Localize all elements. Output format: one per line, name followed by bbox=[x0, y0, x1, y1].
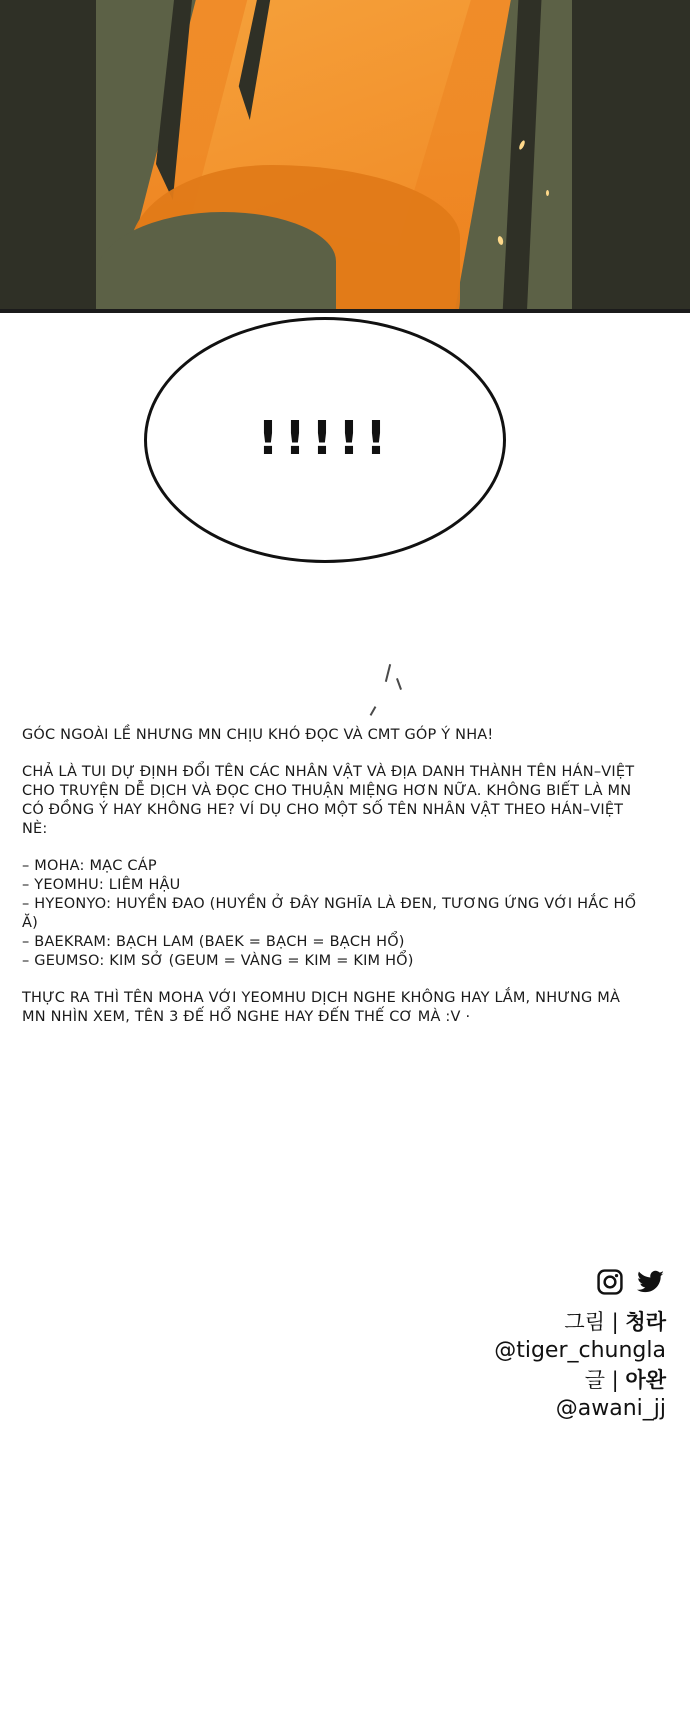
instagram-icon[interactable] bbox=[596, 1268, 624, 1296]
art-credit-name: 청라 bbox=[625, 1310, 666, 1334]
art-credit-handle[interactable]: @tiger_chungla bbox=[494, 1338, 666, 1363]
art-credit bbox=[494, 1308, 666, 1336]
list-item: – HYEONYO: HUYỀN ĐAO (HUYỀN Ở ĐÂY NGHĨA LÀ ĐEN, TƯƠNG ỨNG VỚI HẮC HỔ Ă) bbox=[22, 896, 637, 931]
credits-block bbox=[494, 1308, 666, 1424]
list-item: – YEOMHU: LIÊM HẬU bbox=[22, 877, 181, 893]
ink-mark bbox=[370, 706, 377, 716]
twitter-icon[interactable] bbox=[636, 1268, 666, 1296]
list-item: – MOHA: MẠC CÁP bbox=[22, 858, 157, 874]
author-notes bbox=[22, 726, 642, 1045]
spark-particle bbox=[546, 190, 549, 196]
speech-bubble bbox=[144, 317, 506, 563]
notes-intro: GÓC NGOÀI LỀ NHƯNG MN CHỊU KHÓ ĐỌC VÀ CMT GÓP Ý NHA! bbox=[22, 727, 494, 743]
panel-bottom-border bbox=[0, 309, 690, 313]
background-dark-right bbox=[572, 0, 690, 313]
story-credit-role: 글 | bbox=[584, 1368, 619, 1392]
social-links bbox=[596, 1268, 666, 1296]
ink-mark bbox=[396, 678, 402, 690]
notes-closing: THỰC RA THÌ TÊN MOHA VỚI YEOMHU DỊCH NGHE KHÔNG HAY LẮM, NHƯNG MÀ MN NHÌN XEM, TÊN 3 ĐẾ HỔ NGHE HAY ĐẾN THẾ CƠ MÀ :V · bbox=[22, 990, 621, 1025]
art-credit-role: 그림 | bbox=[564, 1310, 619, 1334]
story-credit-name: 아완 bbox=[625, 1368, 666, 1392]
background-dark-left bbox=[0, 0, 96, 313]
story-credit bbox=[494, 1366, 666, 1394]
notes-name-list bbox=[22, 857, 642, 971]
notes-paragraph: CHẢ LÀ TUI DỰ ĐỊNH ĐỔI TÊN CÁC NHÂN VẬT VÀ ĐỊA DANH THÀNH TÊN HÁN–VIỆT CHO TRUYỆN DỄ DỊCH VÀ ĐỌC CHO THUẬN MIỆNG HƠN NỮA. KHÔNG BIẾT LÀ MN CÓ ĐỒNG Ý HAY KHÔNG HE? VÍ DỤ CHO MỘT SỐ TÊN NHÂN VẬT THEO HÁN–VIỆT NÈ: bbox=[22, 764, 635, 837]
speech-bubble-text: !!!!! bbox=[257, 411, 393, 465]
list-item: – GEUMSO: KIM SỞ (GEUM = VÀNG = KIM = KIM HỔ) bbox=[22, 953, 414, 969]
illustration-panel bbox=[0, 0, 690, 313]
ink-mark bbox=[385, 664, 391, 682]
story-credit-handle[interactable]: @awani_jj bbox=[555, 1396, 666, 1421]
list-item: – BAEKRAM: BẠCH LAM (BAEK = BẠCH = BẠCH HỔ) bbox=[22, 934, 405, 950]
